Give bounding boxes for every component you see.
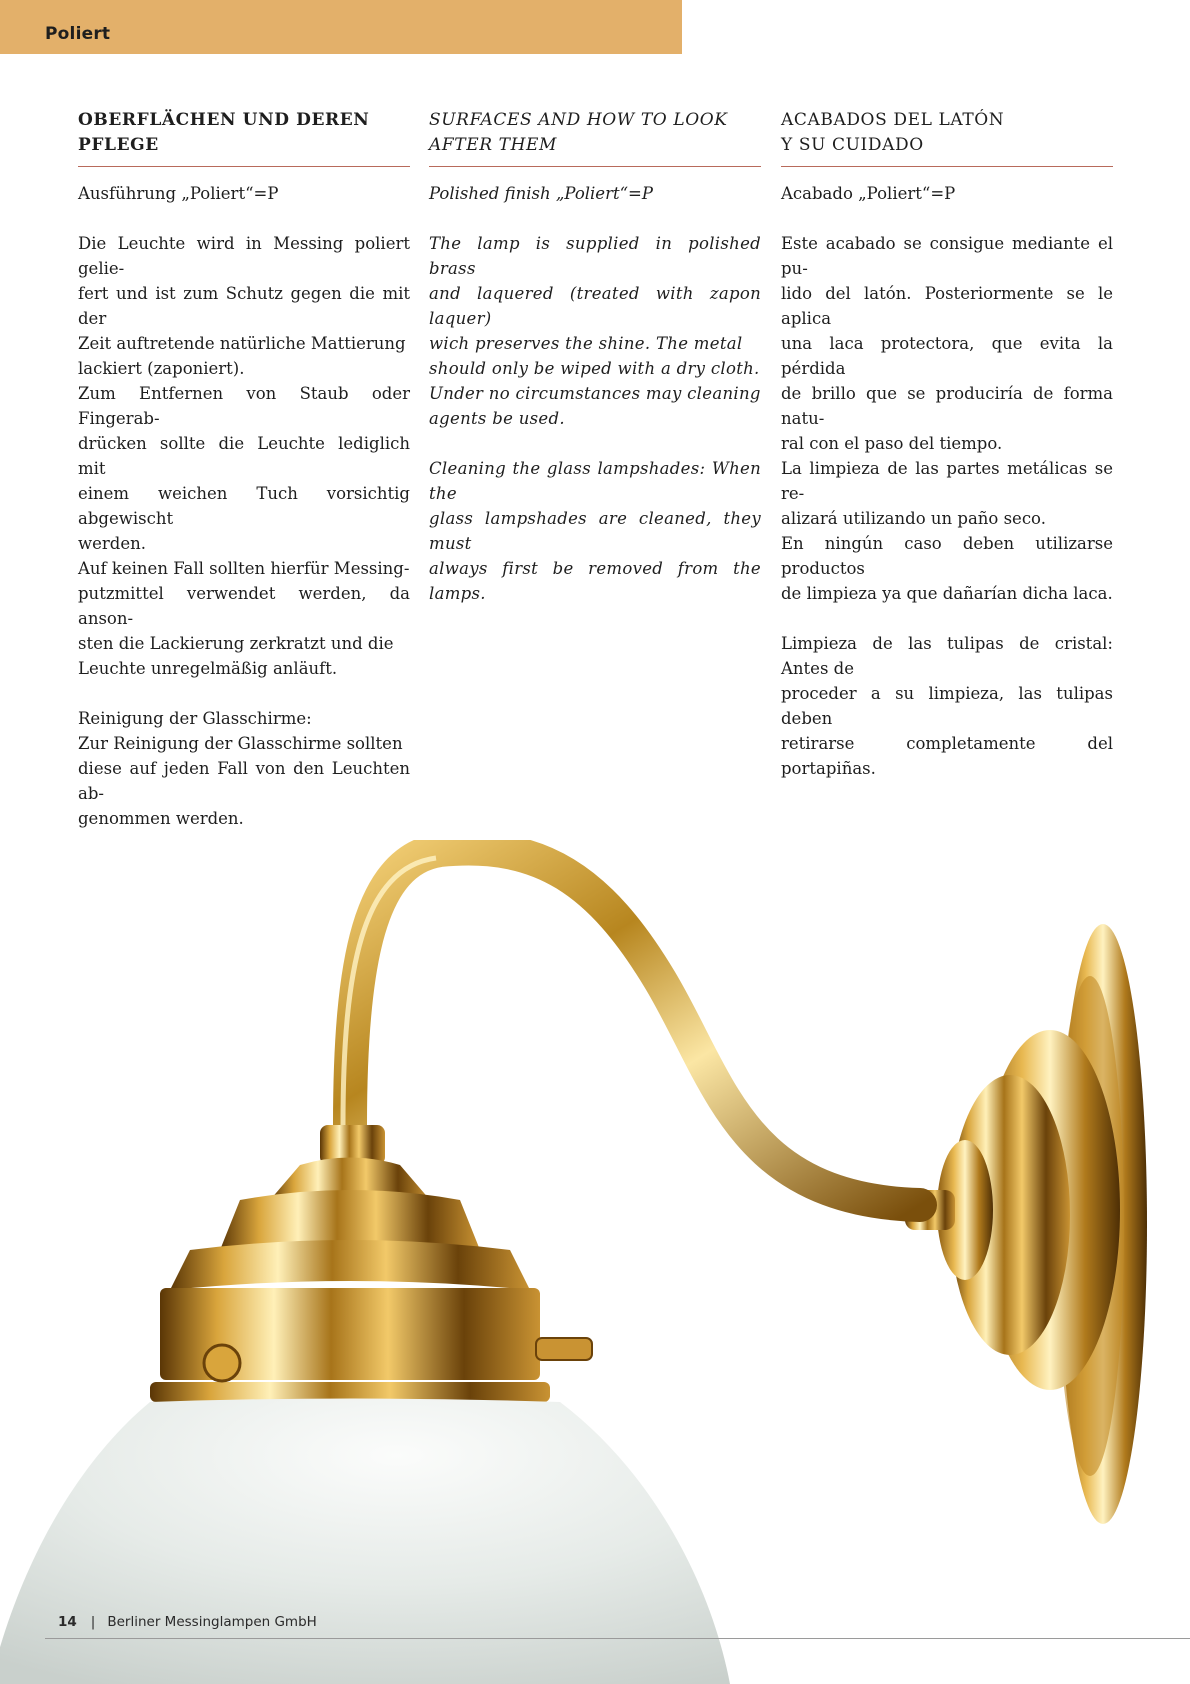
section-tab (0, 0, 682, 54)
gooseneck-arm-shape (350, 849, 920, 1205)
care-paragraph: Este acabado se consigue mediante el pu- lido del latón. Posteriormente se le aplica una laca protectora, que evita la pérdida de brillo que se produciría de forma natu- ral con el paso del tiempo. La limpieza de las partes metálicas se re- alizará utilizando un paño seco. En ningún caso deben utilizarse productos de limpieza ya que dañarían dicha laca. (781, 234, 1113, 603)
heading-divider (78, 166, 410, 167)
care-paragraph: Die Leuchte wird in Messing poliert gelie- fert und ist zum Schutz gegen die mit der Zeit auftretende natürliche Mattierung lackiert (zaponiert). Zum Entfernen von Staub oder Fingerab- drücken sollte die Leuchte lediglich mit einem weichen Tuch vorsichtig abgewischt werden. Auf keinen Fall sollten hierfür Messing- putzmittel verwendet werden, da anson- sten die Lackierung zerkratzt und die Leuchte unregelmäßig anläuft. (78, 234, 410, 678)
column-heading: OBERFLÄCHEN UND DEREN PFLEGE (78, 110, 370, 155)
brass-wall-lamp-photo (0, 840, 1190, 1684)
column-heading: SURFACES AND HOW TO LOOK AFTER THEM (429, 110, 728, 155)
heading-divider (781, 166, 1113, 167)
glass-cleaning-paragraph: Limpieza de las tulipas de cristal: Antes de proceder a su limpieza, las tulipas deben retirarse completamente del portapiñas. (781, 634, 1113, 778)
page-footer (58, 1614, 317, 1630)
footer-separator: | (90, 1614, 96, 1630)
column-english (429, 108, 761, 631)
care-paragraph: The lamp is supplied in polished brass and laquered (treated with zapon laquer) wich preserves the shine. The metal should only be wiped with a dry cloth. Under no circumstances may cleaning agents be used. (429, 234, 761, 428)
glass-cleaning-paragraph: Cleaning the glass lampshades: When the glass lampshades are cleaned, they must always first be removed from the lamps. (429, 459, 761, 603)
finish-label: Polished finish „Poliert“=P (429, 184, 653, 203)
glass-cleaning-paragraph: Reinigung der Glasschirme: Zur Reinigung der Glasschirme sollten diese auf jeden Fall von den Leuchten ab- genommen werden. (78, 709, 410, 828)
column-heading: ACABADOS DEL LATÓN Y SU CUIDADO (781, 110, 1005, 155)
page-number: 14 (58, 1614, 77, 1630)
column-spanish (781, 108, 1113, 806)
finish-label: Ausführung „Poliert“=P (78, 184, 279, 203)
section-tab-label: Poliert (45, 24, 111, 44)
glass-shade-shape (0, 1399, 730, 1684)
company-name: Berliner Messinglampen GmbH (107, 1614, 317, 1630)
heading-divider (429, 166, 761, 167)
footer-divider (45, 1638, 1190, 1639)
column-german (78, 108, 410, 856)
finish-label: Acabado „Poliert“=P (781, 184, 956, 203)
